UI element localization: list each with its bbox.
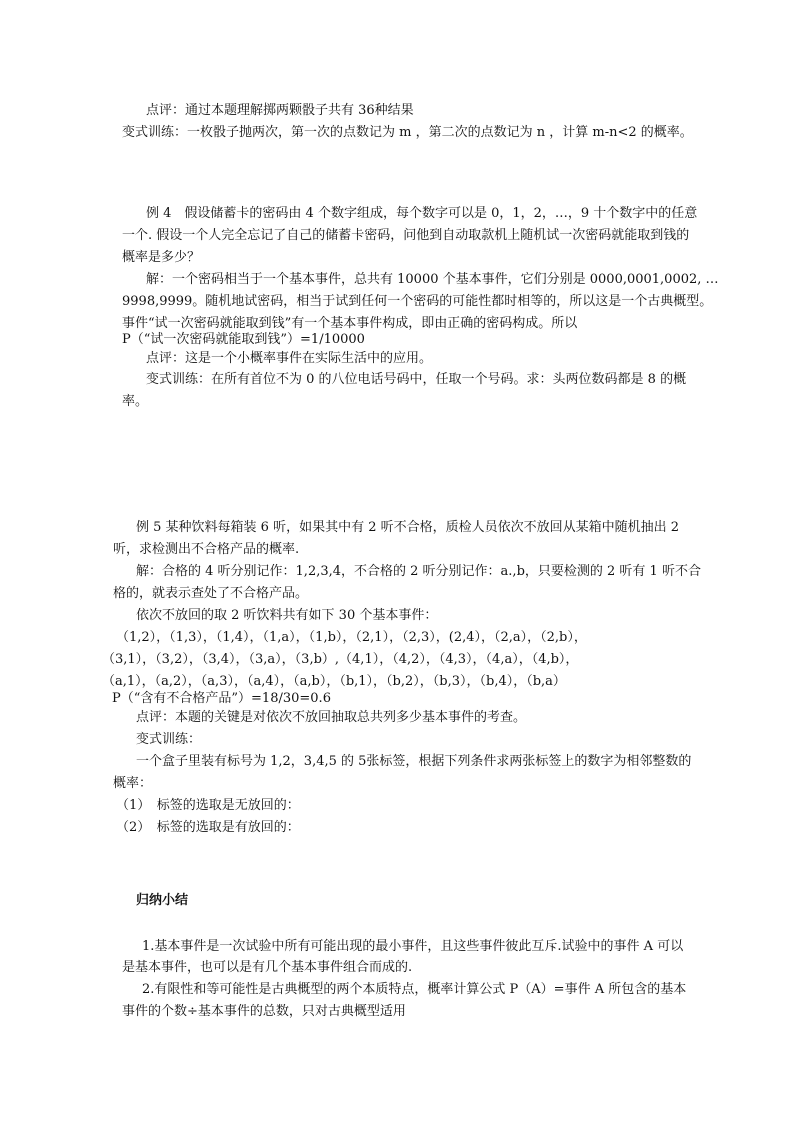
example-4-line: 例 4 假设储蓄卡的密码由 4 个数字组成，每个数字可以是 0，1，2，…，9 十个数字中的任意	[146, 206, 698, 221]
example-5-line: 格的，就表示查处了不合格产品。	[113, 586, 309, 601]
comment-dice: 点评：通过本题理解掷两颗骰子共有 36种结果	[146, 103, 414, 118]
summary-line: 1.基本事件是一次试验中所有可能出现的最小事件，且这些事件彼此互斥.试验中的事件 A 可以	[142, 939, 684, 954]
example-5-line: 一个盒子里装有标号为 1,2，3,4,5 的 5张标签，根据下列条件求两张标签上的数字为相邻整数的	[136, 754, 692, 769]
list-item: （1） 标签的选取是无放回的：	[116, 798, 300, 813]
summary-line: 2.有限性和等可能性是古典概型的两个本质特点，概率计算公式 P（A）=事件 A 所包含的基本	[142, 982, 687, 997]
example-4-formula: P（“试一次密码就能取到钱”）=1/10000	[122, 332, 365, 347]
event-list-row: （a,1），（a,2），（a,3），（a,4），（a,b），（b,1），（b,2），（b,3），（b,4），（b,a）	[102, 674, 566, 689]
example-4-line: 事件“试一次密码就能取到钱”有一个基本事件构成，即由正确的密码构成。所以	[122, 316, 578, 331]
summary-heading: 归纳小结	[136, 893, 189, 908]
event-list-row: （1,2），（1,3），（1,4），（1,a），（1,b），（2,1），（2,3），(2,4），（2,a），（2,b），	[116, 630, 587, 645]
example-5-line: 依次不放回的取 2 听饮料共有如下 30 个基本事件：	[136, 608, 438, 623]
example-4-line: 一个. 假设一个人完全忘记了自己的储蓄卡密码，问他到自动取款机上随机试一次密码就能取到钱的	[122, 228, 690, 243]
training-dice: 变式训练：一枚骰子抛两次，第一次的点数记为 m ，第二次的点数记为 n ，计算 m-n<2 的概率。	[122, 125, 693, 140]
example-5-line: 概率：	[113, 776, 153, 791]
list-item: （2） 标签的选取是有放回的：	[116, 820, 300, 835]
example-5-line: 例 5 某种饮料每箱装 6 听，如果其中有 2 听不合格，质检人员依次不放回从某箱中随机抽出 2	[136, 520, 680, 535]
summary-line: 是基本事件，也可以是有几个基本事件组合而成的.	[122, 960, 413, 975]
event-list-row: （3,1），（3,2），（3,4），（3,a），（3,b）,（4,1），（4,2），（4,3），（4,a），（4,b），	[102, 652, 579, 667]
example-5-comment: 点评：本题的关键是对依次不放回抽取总共列多少基本事件的考查。	[136, 710, 527, 725]
example-4-solution: 解：一个密码相当于一个基本事件，总共有 10000 个基本事件，它们分别是 0000,0001,0002, …	[146, 272, 719, 287]
example-4-training: 变式训练：在所有首位不为 0 的八位电话号码中，任取一个号码。求：头两位数码都是 8 的概	[146, 372, 687, 387]
example-4-line: 9998,9999。随机地试密码，相当于试到任何一个密码的可能性都时相等的，所以这是一个古典概型。	[122, 294, 713, 309]
example-4-line: 率。	[122, 394, 149, 409]
example-4-comment: 点评：这是一个小概率事件在实际生活中的应用。	[146, 351, 433, 366]
example-5-solution: 解：合格的 4 听分别记作：1,2,3,4，不合格的 2 听分别记作：a.,b，只要检测的 2 听有 1 听不合	[136, 564, 701, 579]
example-4-line: 概率是多少？	[122, 250, 201, 265]
example-5-formula: P（“含有不合格产品”）=18/30=0.6	[112, 691, 331, 706]
example-5-training: 变式训练：	[136, 732, 202, 747]
example-5-line: 听，求检测出不合格产品的概率.	[113, 542, 300, 557]
summary-line: 事件的个数÷基本事件的总数，只对古典概型适用	[122, 1004, 406, 1019]
